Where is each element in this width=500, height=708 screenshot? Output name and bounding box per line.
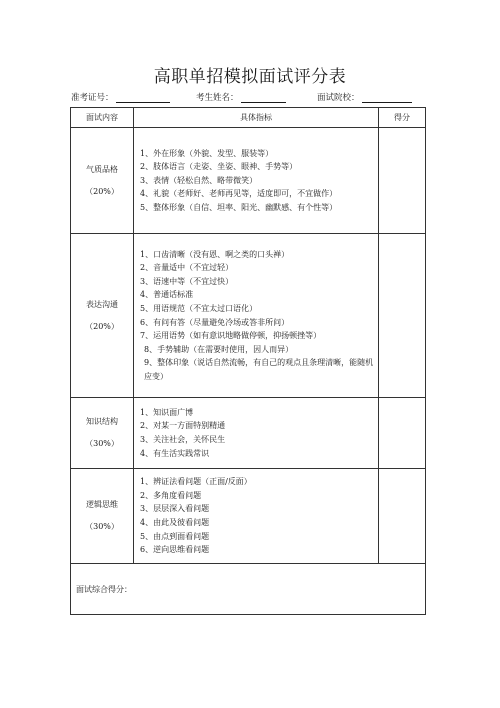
school-blank[interactable]: [362, 93, 412, 103]
indicator-item: 1、知识面广博: [140, 407, 194, 417]
score-cell[interactable]: [379, 234, 426, 398]
score-cell[interactable]: [379, 398, 426, 469]
section-indicators: [134, 128, 379, 234]
section-category: [71, 469, 134, 564]
name-blank[interactable]: [241, 93, 286, 103]
indicator-item: 1、口齿清晰（没有恩、啊之类的口头禅）: [140, 249, 290, 259]
exam-id-label: 准考证号：: [71, 93, 114, 103]
indicator-item: 3、语速中等（不宜过快）: [140, 276, 234, 286]
exam-id-blank[interactable]: [116, 93, 170, 103]
section-indicators: [134, 469, 379, 564]
name-field[interactable]: [196, 91, 286, 103]
header-content: 面试内容: [71, 108, 134, 128]
header-indicators: 具体指标: [134, 108, 379, 128]
total-score-row: [71, 564, 426, 615]
indicator-item: 3、层层深入看问题: [140, 504, 210, 514]
indicator-item: 4、礼貌（老师好、老师再见等，适度即可，不宜做作）: [140, 189, 338, 199]
section-category: [71, 128, 134, 234]
section-category: [71, 234, 134, 398]
section-name: 气质品格: [86, 164, 118, 174]
indicator-item: 6、有问有答（尽量避免冷场或答非所问）: [140, 317, 290, 327]
school-label: 面试院校：: [317, 93, 360, 103]
header-row: [71, 108, 426, 128]
indicator-item: 2、对某一方面特别精通: [140, 421, 226, 431]
page-title: 高职单招模拟面试评分表: [153, 67, 347, 87]
indicator-item: 4、由此及彼看问题: [140, 518, 210, 527]
school-field[interactable]: [317, 91, 412, 103]
indicator-item: 5、由点到面看问题: [140, 531, 210, 541]
exam-id-field[interactable]: [71, 91, 170, 103]
indicator-item: 1、辨证法看问题（正面/反面）: [140, 477, 252, 487]
indicator-item: 4、普通话标准: [140, 290, 194, 300]
indicator-item: 1、外在形象（外貌、发型、服装等）: [140, 148, 274, 158]
indicator-item: 5、用语规范（不宜太过口语化）: [140, 303, 258, 313]
section-weight: （30%）: [85, 439, 119, 448]
section-weight: （20%）: [85, 321, 119, 331]
total-score-cell[interactable]: [71, 564, 426, 615]
name-label: 考生姓名：: [196, 93, 239, 103]
header-score: 得分: [379, 108, 426, 128]
section-row-communication: [71, 234, 426, 398]
section-category: [71, 398, 134, 469]
section-name: 表达沟通: [86, 299, 118, 309]
indicator-item: 8、手势辅助（在需要时使用，因人而异）: [144, 344, 294, 354]
section-weight: （20%）: [85, 186, 119, 196]
indicator-item: 9、整体印象（说话自然流畅，有自己的观点且条理清晰，能随机应变）: [144, 358, 374, 381]
indicator-item: 6、逆向思维看问题: [140, 545, 210, 555]
score-table: [70, 107, 426, 615]
section-name: 知识结构: [86, 417, 118, 426]
indicator-item: 2、音量适中（不宜过轻）: [140, 263, 234, 273]
indicator-item: 2、多角度看问题: [140, 490, 202, 500]
indicator-item: 7、运用语势（如有意识地略做停顿，抑扬顿挫等）: [140, 331, 322, 341]
section-row-logic: [71, 469, 426, 564]
score-cell[interactable]: [379, 469, 426, 564]
section-row-knowledge: [71, 398, 426, 469]
indicator-item: 3、表情（轻松自然、略带微笑）: [140, 175, 258, 185]
score-cell[interactable]: [379, 128, 426, 234]
section-row-temperament: [71, 128, 426, 234]
section-indicators: [134, 398, 379, 469]
total-score-label: 面试综合得分：: [76, 584, 132, 594]
indicator-item: 5、整体形象（自信、坦率、阳光、幽默感、有个性等）: [140, 202, 338, 212]
indicator-item: 4、有生活实践常识: [140, 448, 210, 458]
section-weight: （30%）: [85, 522, 119, 531]
indicator-item: 2、肢体语言（走姿、坐姿、眼神、手势等）: [140, 162, 298, 172]
section-indicators: [134, 234, 379, 398]
section-name: 逻辑思维: [86, 500, 118, 509]
indicator-item: 3、关注社会，关怀民生: [140, 435, 226, 444]
